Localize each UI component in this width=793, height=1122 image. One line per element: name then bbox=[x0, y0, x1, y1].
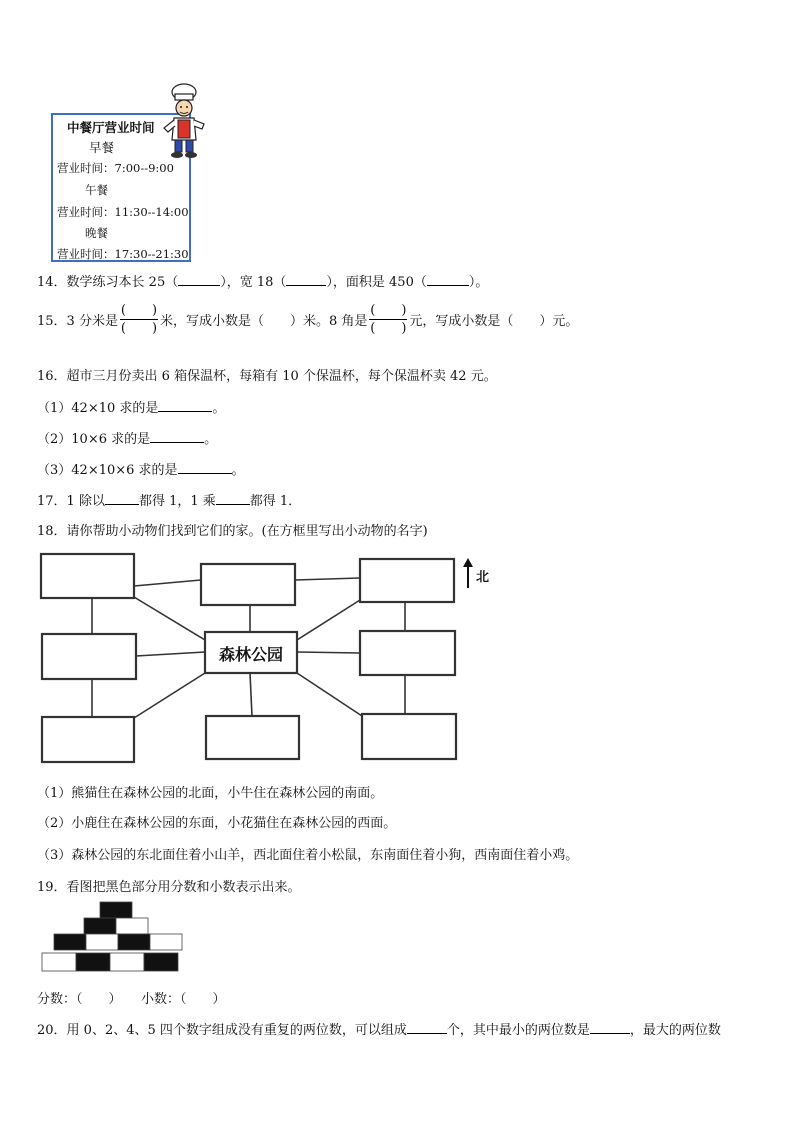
answer-box-northwest[interactable] bbox=[41, 554, 134, 598]
north-label: 北 bbox=[476, 570, 490, 585]
blank-16-2[interactable] bbox=[150, 430, 204, 443]
blank-20-1[interactable] bbox=[407, 1021, 447, 1034]
answer-box-south[interactable] bbox=[206, 716, 299, 759]
lunch-time: 营业时间：11:30--14:00 bbox=[57, 205, 189, 219]
answer-box-southeast[interactable] bbox=[362, 714, 456, 759]
sign-title: 中餐厅营业时间 bbox=[67, 120, 155, 135]
question-18-clue-2: （2）小鹿住在森林公园的东面，小花猫住在森林公园的西面。 bbox=[37, 816, 397, 831]
dinner-label: 晚餐 bbox=[85, 226, 108, 240]
question-18-clue-3: （3）森林公园的东北面住着小山羊，西北面住着小松鼠，东南面住着小狗，西南面住着小鸡。 bbox=[37, 848, 579, 863]
connector-line bbox=[134, 597, 205, 640]
answer-box-southwest[interactable] bbox=[42, 717, 134, 762]
brick-pyramid-figure bbox=[40, 898, 185, 976]
connector-line bbox=[297, 673, 362, 716]
chef-icon bbox=[160, 82, 208, 160]
question-19-answer[interactable]: 分数：（ ） 小数：（ ） bbox=[37, 992, 226, 1007]
question-16-part-1: （1）42×10 求的是 。 bbox=[37, 401, 226, 416]
question-14: 14．数学练习本长 25（ ），宽 18（ ），面积是 450（ ）。 bbox=[37, 275, 489, 290]
blank-area-unit[interactable] bbox=[427, 273, 469, 286]
question-16-part-2: （2）10×6 求的是 。 bbox=[37, 432, 218, 447]
breakfast-time: 营业时间：7:00--9:00 bbox=[57, 161, 174, 175]
connector-line bbox=[136, 652, 205, 656]
connector-line bbox=[295, 578, 360, 580]
question-15: 15．3 分米是 $\frac{( )}{( )}$ 米，写成小数是（ ）米。8 角是 $\frac{( )}{( )}$ 元，写成小数是（ ）元。 bbox=[37, 303, 579, 336]
blank-17-2[interactable] bbox=[216, 492, 250, 505]
question-16-stem: 16．超市三月份卖出 6 箱保温杯，每箱有 10 个保温杯，每个保温杯卖 42 元。 bbox=[37, 369, 497, 384]
answer-box-west[interactable] bbox=[42, 634, 136, 679]
question-17: 17．1 除以 都得 1，1 乘 都得 1． bbox=[37, 494, 302, 509]
blank-16-3[interactable] bbox=[178, 461, 232, 474]
blank-16-1[interactable] bbox=[158, 399, 212, 412]
forest-park-map bbox=[0, 545, 520, 770]
center-label: 森林公园 bbox=[218, 645, 284, 664]
blank-width-unit[interactable] bbox=[286, 273, 326, 286]
connector-line bbox=[134, 673, 205, 718]
connector-line bbox=[250, 673, 252, 716]
blank-length-unit[interactable] bbox=[178, 273, 220, 286]
lunch-label: 午餐 bbox=[85, 183, 108, 197]
answer-box-east[interactable] bbox=[360, 631, 455, 675]
question-18-clue-1: （1）熊猫住在森林公园的北面，小牛住在森林公园的南面。 bbox=[37, 786, 384, 801]
answer-box-northeast[interactable] bbox=[360, 559, 454, 602]
fraction-blank-meters[interactable]: $\frac{( )}{( )}$ bbox=[120, 303, 158, 336]
question-18-stem: 18．请你帮助小动物们找到它们的家。(在方框里写出小动物的名字) bbox=[37, 524, 428, 539]
connector-line bbox=[134, 580, 201, 586]
fraction-blank-yuan[interactable]: $\frac{( )}{( )}$ bbox=[370, 303, 407, 336]
dinner-time: 营业时间：17:30--21:30 bbox=[57, 247, 189, 261]
answer-box-north[interactable] bbox=[201, 564, 295, 605]
connector-line bbox=[297, 600, 360, 640]
blank-20-2[interactable] bbox=[590, 1021, 630, 1034]
breakfast-label: 早餐 bbox=[89, 140, 115, 155]
question-16-part-3: （3）42×10×6 求的是 。 bbox=[37, 463, 245, 478]
question-20: 20．用 0、2、4、5 四个数字组成没有重复的两位数，可以组成 个，其中最小的两位数是 ，最大的两位数 bbox=[37, 1023, 721, 1038]
question-19-stem: 19．看图把黑色部分用分数和小数表示出来。 bbox=[37, 880, 301, 895]
connector-line bbox=[297, 652, 360, 653]
blank-17-1[interactable] bbox=[105, 492, 139, 505]
